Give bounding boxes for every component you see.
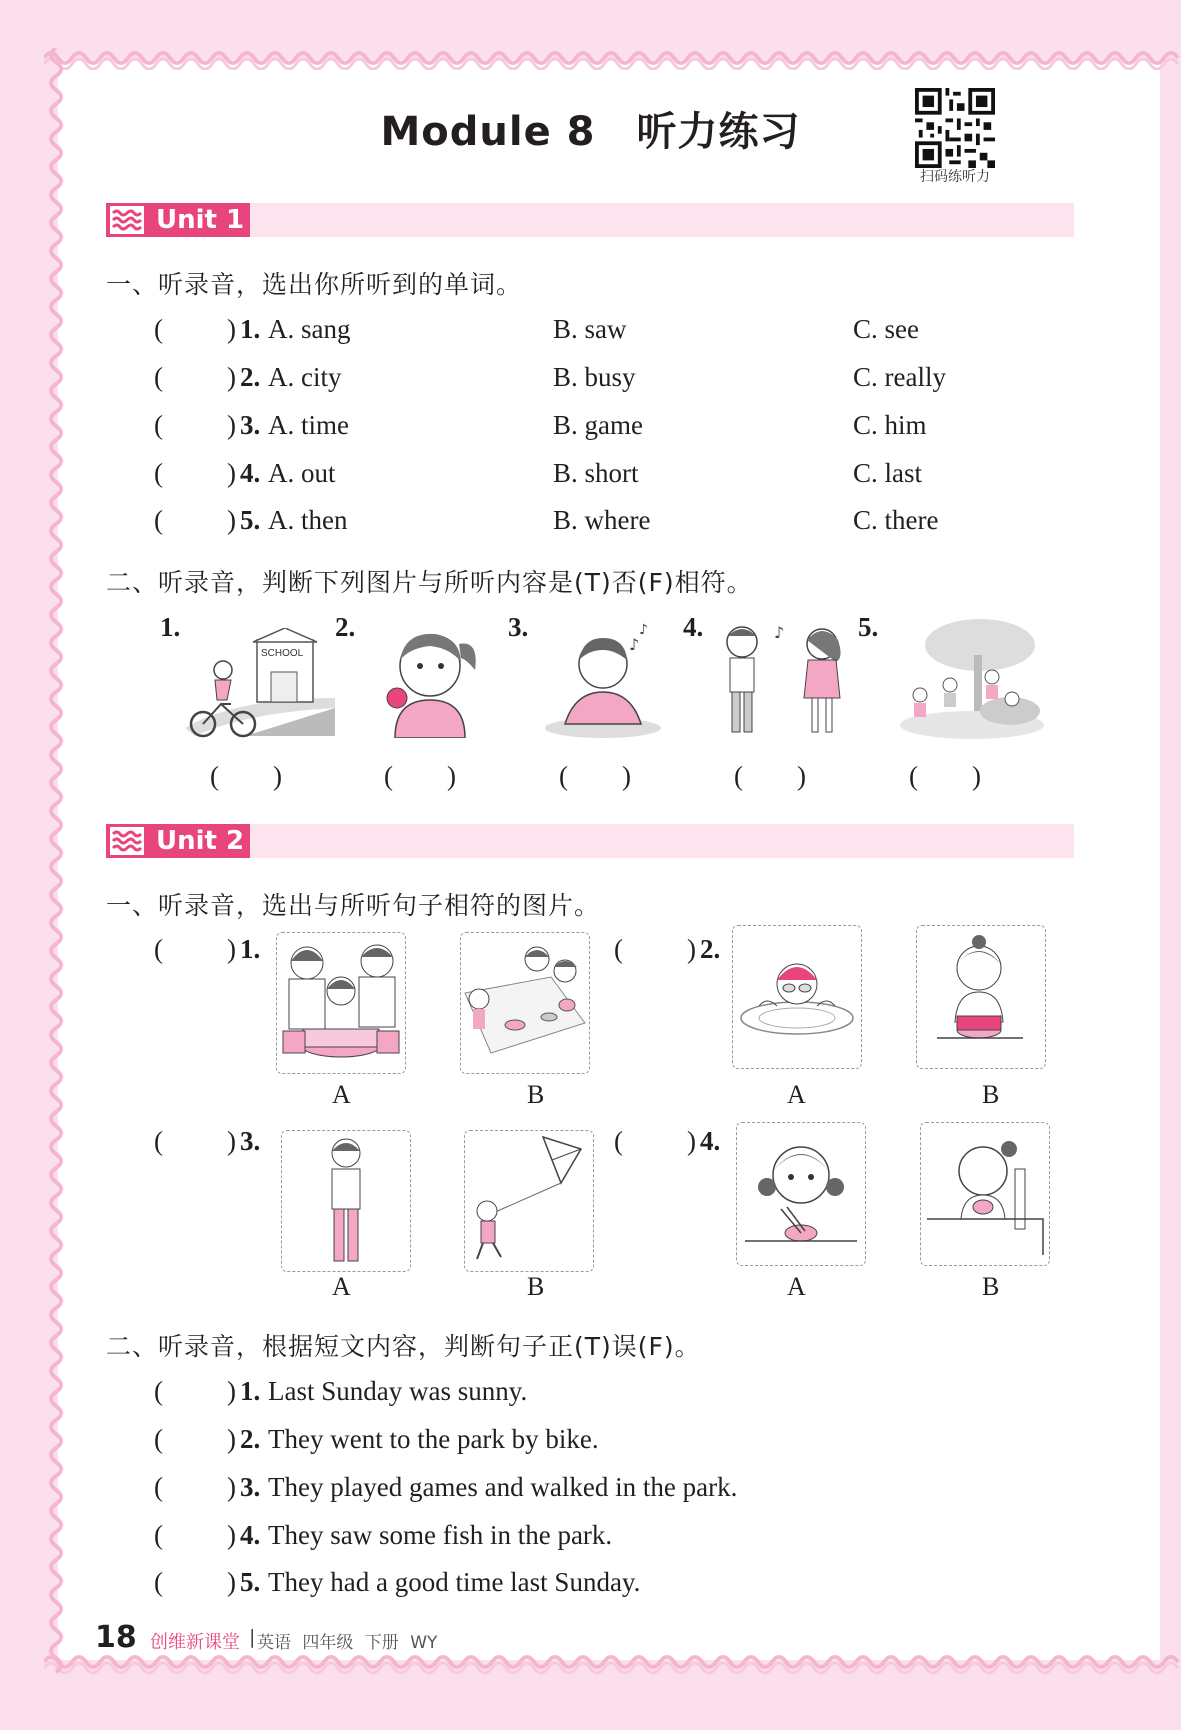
- statement-text: They had a good time last Sunday.: [268, 1567, 641, 1597]
- answer-blank[interactable]: (: [154, 362, 163, 392]
- question-number: 1.: [240, 314, 261, 344]
- statement-text: They saw some fish in the park.: [268, 1520, 613, 1550]
- option-c: C. him: [853, 410, 927, 440]
- wavy-bottom-border: [44, 1652, 1181, 1676]
- question-number: 4.: [700, 1126, 721, 1156]
- unit-1-label: Unit 1: [156, 205, 245, 235]
- option-b: B. saw: [553, 314, 627, 344]
- statement-text: They went to the park by bike.: [268, 1424, 599, 1454]
- boy-listening-music-picture: [545, 620, 665, 738]
- unit-2-section-2-heading: 二、听录音，根据短文内容，判断句子正(T)误(F)。: [106, 1332, 701, 1361]
- option-a-picture-birthday-party[interactable]: [276, 932, 406, 1074]
- question-number: 3.: [240, 410, 261, 440]
- girl-drinking-illustration: [921, 1123, 1049, 1265]
- option-a-picture-swimming[interactable]: [732, 925, 862, 1069]
- answer-blank[interactable]: (: [154, 1567, 163, 1597]
- unit-2-tag: [106, 824, 250, 858]
- answer-blank[interactable]: ( ): [384, 761, 456, 791]
- option-b-label: B: [982, 1272, 1000, 1301]
- answer-blank[interactable]: (: [154, 1376, 163, 1406]
- question-number: 1.: [240, 1376, 261, 1406]
- svg-text:♪: ♪: [639, 622, 648, 638]
- answer-blank[interactable]: ( ): [559, 761, 631, 791]
- girl-with-chopsticks-illustration: [737, 1123, 865, 1265]
- page-number: 18: [95, 1620, 137, 1655]
- option-c: C. see: [853, 314, 919, 344]
- answer-blank[interactable]: (: [614, 934, 623, 964]
- birthday-party-illustration: [277, 933, 405, 1073]
- wavy-top-border: [44, 46, 1181, 70]
- question-number: 4.: [240, 458, 261, 488]
- option-a: A. sang: [268, 314, 351, 344]
- svg-text:♪: ♪: [629, 635, 640, 654]
- statement-text: They played games and walked in the park.: [268, 1472, 738, 1502]
- option-b: B. where: [553, 505, 651, 535]
- waves-icon: [110, 827, 144, 855]
- answer-blank[interactable]: ( ): [909, 761, 981, 791]
- answer-blank[interactable]: (: [154, 505, 163, 535]
- option-a-picture-girl-chopsticks[interactable]: [736, 1122, 866, 1266]
- unit-2-label: Unit 2: [156, 826, 245, 856]
- picture-number: 5.: [858, 612, 879, 642]
- option-b: B. short: [553, 458, 639, 488]
- option-b-picture-girl-drinking[interactable]: [920, 1122, 1050, 1266]
- option-a: A. city: [268, 362, 342, 392]
- answer-blank[interactable]: (: [614, 1126, 623, 1156]
- option-b-label: B: [527, 1272, 545, 1301]
- answer-blank[interactable]: (: [154, 1126, 163, 1156]
- option-a-label: A: [332, 1080, 351, 1109]
- question-number: 1.: [240, 934, 261, 964]
- question-number: 2.: [240, 362, 261, 392]
- option-a-label: A: [332, 1272, 351, 1301]
- option-a-picture-boy-eating[interactable]: [281, 1130, 411, 1272]
- picture-number: 4.: [683, 612, 704, 642]
- question-number: 4.: [240, 1520, 261, 1550]
- qr-code-icon[interactable]: [915, 88, 995, 168]
- unit-1-section-2-heading: 二、听录音，判断下列图片与所听内容是(T)否(F)相符。: [106, 568, 753, 597]
- question-number: 2.: [240, 1424, 261, 1454]
- girl-biking-to-school-picture: [185, 628, 335, 738]
- answer-blank[interactable]: ( ): [210, 761, 282, 791]
- option-b-picture-flying-kite[interactable]: [464, 1130, 594, 1272]
- qr-caption: 扫码练听力: [920, 169, 990, 185]
- children-playing-in-park-picture: [900, 615, 1045, 740]
- unit-1-section-1-heading: 一、听录音，选出你所听到的单词。: [106, 270, 523, 299]
- answer-blank[interactable]: (: [154, 1424, 163, 1454]
- answer-blank[interactable]: (: [154, 458, 163, 488]
- unit-1-header: [106, 203, 1074, 237]
- question-number: 2.: [700, 934, 721, 964]
- option-b-picture-picnic[interactable]: [460, 932, 590, 1074]
- picture-number: 3.: [508, 612, 529, 642]
- picture-number: 1.: [160, 612, 181, 642]
- answer-blank[interactable]: (: [154, 934, 163, 964]
- girl-eating-apple-picture: [375, 620, 485, 738]
- answer-blank[interactable]: (: [154, 314, 163, 344]
- option-a: A. then: [268, 505, 348, 535]
- wavy-left-border: [44, 48, 68, 1678]
- footer-separator: |: [249, 1626, 256, 1648]
- children-singing-picture: [712, 618, 852, 740]
- svg-text:♪: ♪: [774, 623, 785, 642]
- option-b-label: B: [527, 1080, 545, 1109]
- answer-blank[interactable]: (: [154, 1520, 163, 1550]
- unit-1-tag: [106, 203, 250, 237]
- option-b-label: B: [982, 1080, 1000, 1109]
- option-b: B. game: [553, 410, 643, 440]
- answer-blank[interactable]: (: [154, 1472, 163, 1502]
- picnic-illustration: [461, 933, 589, 1073]
- answer-blank[interactable]: ( ): [734, 761, 806, 791]
- footer-brand: 创维新课堂: [150, 1632, 240, 1653]
- footer-book-info: 英语 四年级 下册 WY: [257, 1633, 438, 1653]
- picture-number: 2.: [335, 612, 356, 642]
- school-sign: SCHOOL: [261, 648, 304, 659]
- option-a: A. out: [268, 458, 336, 488]
- boy-eating-illustration: [282, 1131, 410, 1271]
- option-a-label: A: [787, 1080, 806, 1109]
- option-c: C. there: [853, 505, 939, 535]
- question-number: 3.: [240, 1126, 261, 1156]
- option-a-label: A: [787, 1272, 806, 1301]
- flying-kite-illustration: [465, 1131, 593, 1271]
- question-number: 5.: [240, 1567, 261, 1597]
- answer-blank[interactable]: (: [154, 410, 163, 440]
- unit-2-section-1-heading: 一、听录音，选出与所听句子相符的图片。: [106, 891, 601, 920]
- option-b: B. busy: [553, 362, 636, 392]
- option-c: C. last: [853, 458, 923, 488]
- girl-with-cake-illustration: [917, 926, 1045, 1068]
- statement-text: Last Sunday was sunny.: [268, 1376, 528, 1406]
- swimming-illustration: [733, 926, 861, 1068]
- option-a: A. time: [268, 410, 349, 440]
- option-b-picture-girl-with-cake[interactable]: [916, 925, 1046, 1069]
- page-title: Module 8 听力练习: [380, 109, 801, 155]
- question-number: 5.: [240, 505, 261, 535]
- question-number: 3.: [240, 1472, 261, 1502]
- option-c: C. really: [853, 362, 946, 392]
- waves-icon: [110, 206, 144, 234]
- unit-2-header: [106, 824, 1074, 858]
